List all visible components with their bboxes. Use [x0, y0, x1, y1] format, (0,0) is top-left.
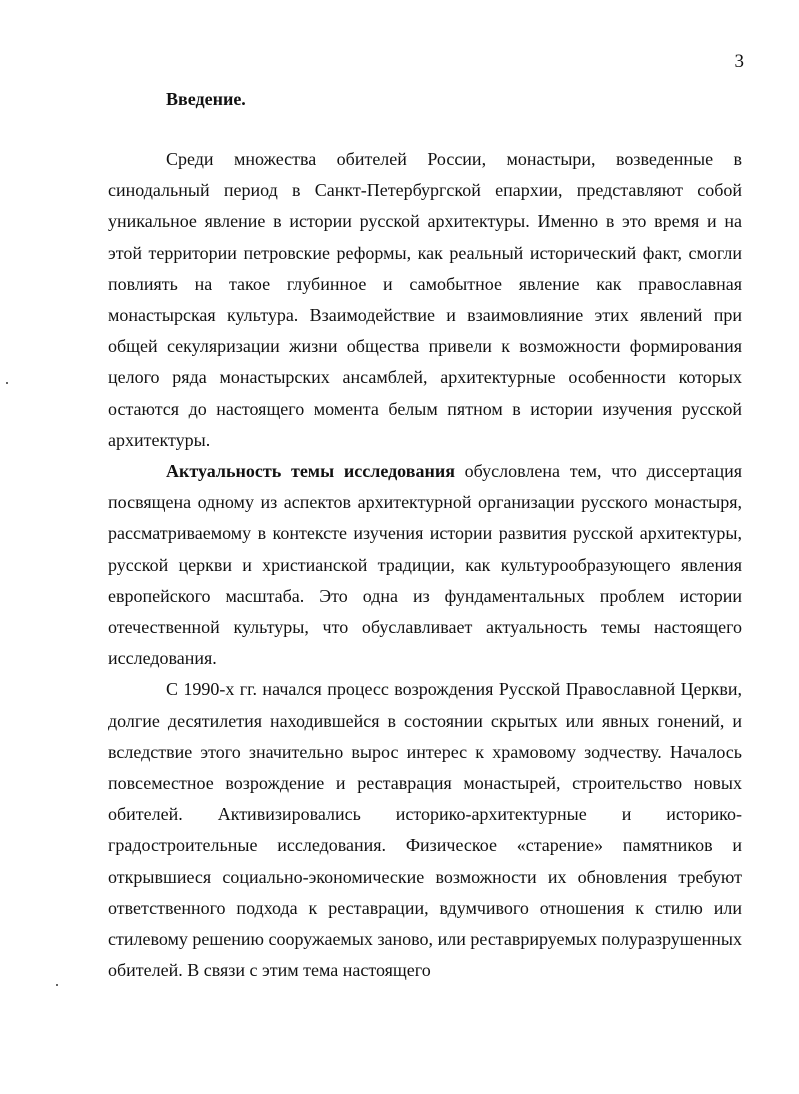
section-heading: Введение. — [166, 89, 246, 109]
paragraph-intro — [108, 144, 742, 456]
relevance-lead: Актуальность темы исследования — [166, 461, 455, 482]
scan-speck-1 — [6, 382, 8, 384]
body-text — [108, 144, 742, 986]
page-number: 3 — [734, 51, 744, 72]
scan-speck-2 — [56, 984, 58, 986]
paragraph-revival-text: С 1990-х гг. начался процесс возрождения Русской Православной Церкви, долгие десятилетия находившейся в состоянии скрытых или явных гонений, и вследствие этого значительно вырос интерес к храмовому зодчеству. Началось повсеместное возрождение и реставрация монастырей, строительство новых обителей. Активизировались историко-архитектурные и историко-градостроительные исследования. Физическое «старение» памятников и открывшиеся социально-экономические возможности их обновления требуют ответственного подхода к реставрации, вдумчивого отношения к стилю или стилевому решению сооружаемых заново, или реставрируемых полуразрушенных обителей. В связи с этим тема настоящего — [108, 679, 742, 981]
paragraph-relevance-text: обусловлена тем, что диссертация посвящена одному из аспектов архитектурной организации русского монастыря, рассматриваемому в контексте изучения истории развития русской архитектуры, русской церкви и христианской традиции, как культурообразующего явления европейского масштаба. Это одна из фундаментальных проблем истории отечественной культуры, что обуславливает актуальность темы настоящего исследования. — [108, 461, 743, 669]
paragraph-revival — [108, 674, 742, 986]
paragraph-intro-text: Среди множества обителей России, монастыри, возведенные в синодальный период в Санкт-Петербургской епархии, представляют собой уникальное явление в истории русской архитектуры. Именно в это время и на этой территории петровские реформы, как реальный исторический факт, смогли повлиять на такое глубинное и самобытное явление как православная монастырская культура. Взаимодействие и взаимовлияние этих явлений при общей секуляризации жизни общества привели к возможности формирования целого ряда монастырских ансамблей, архитектурные особенности которых остаются до настоящего момента белым пятном в истории изучения русской архитектуры. — [108, 149, 742, 450]
paragraph-relevance — [108, 456, 742, 674]
